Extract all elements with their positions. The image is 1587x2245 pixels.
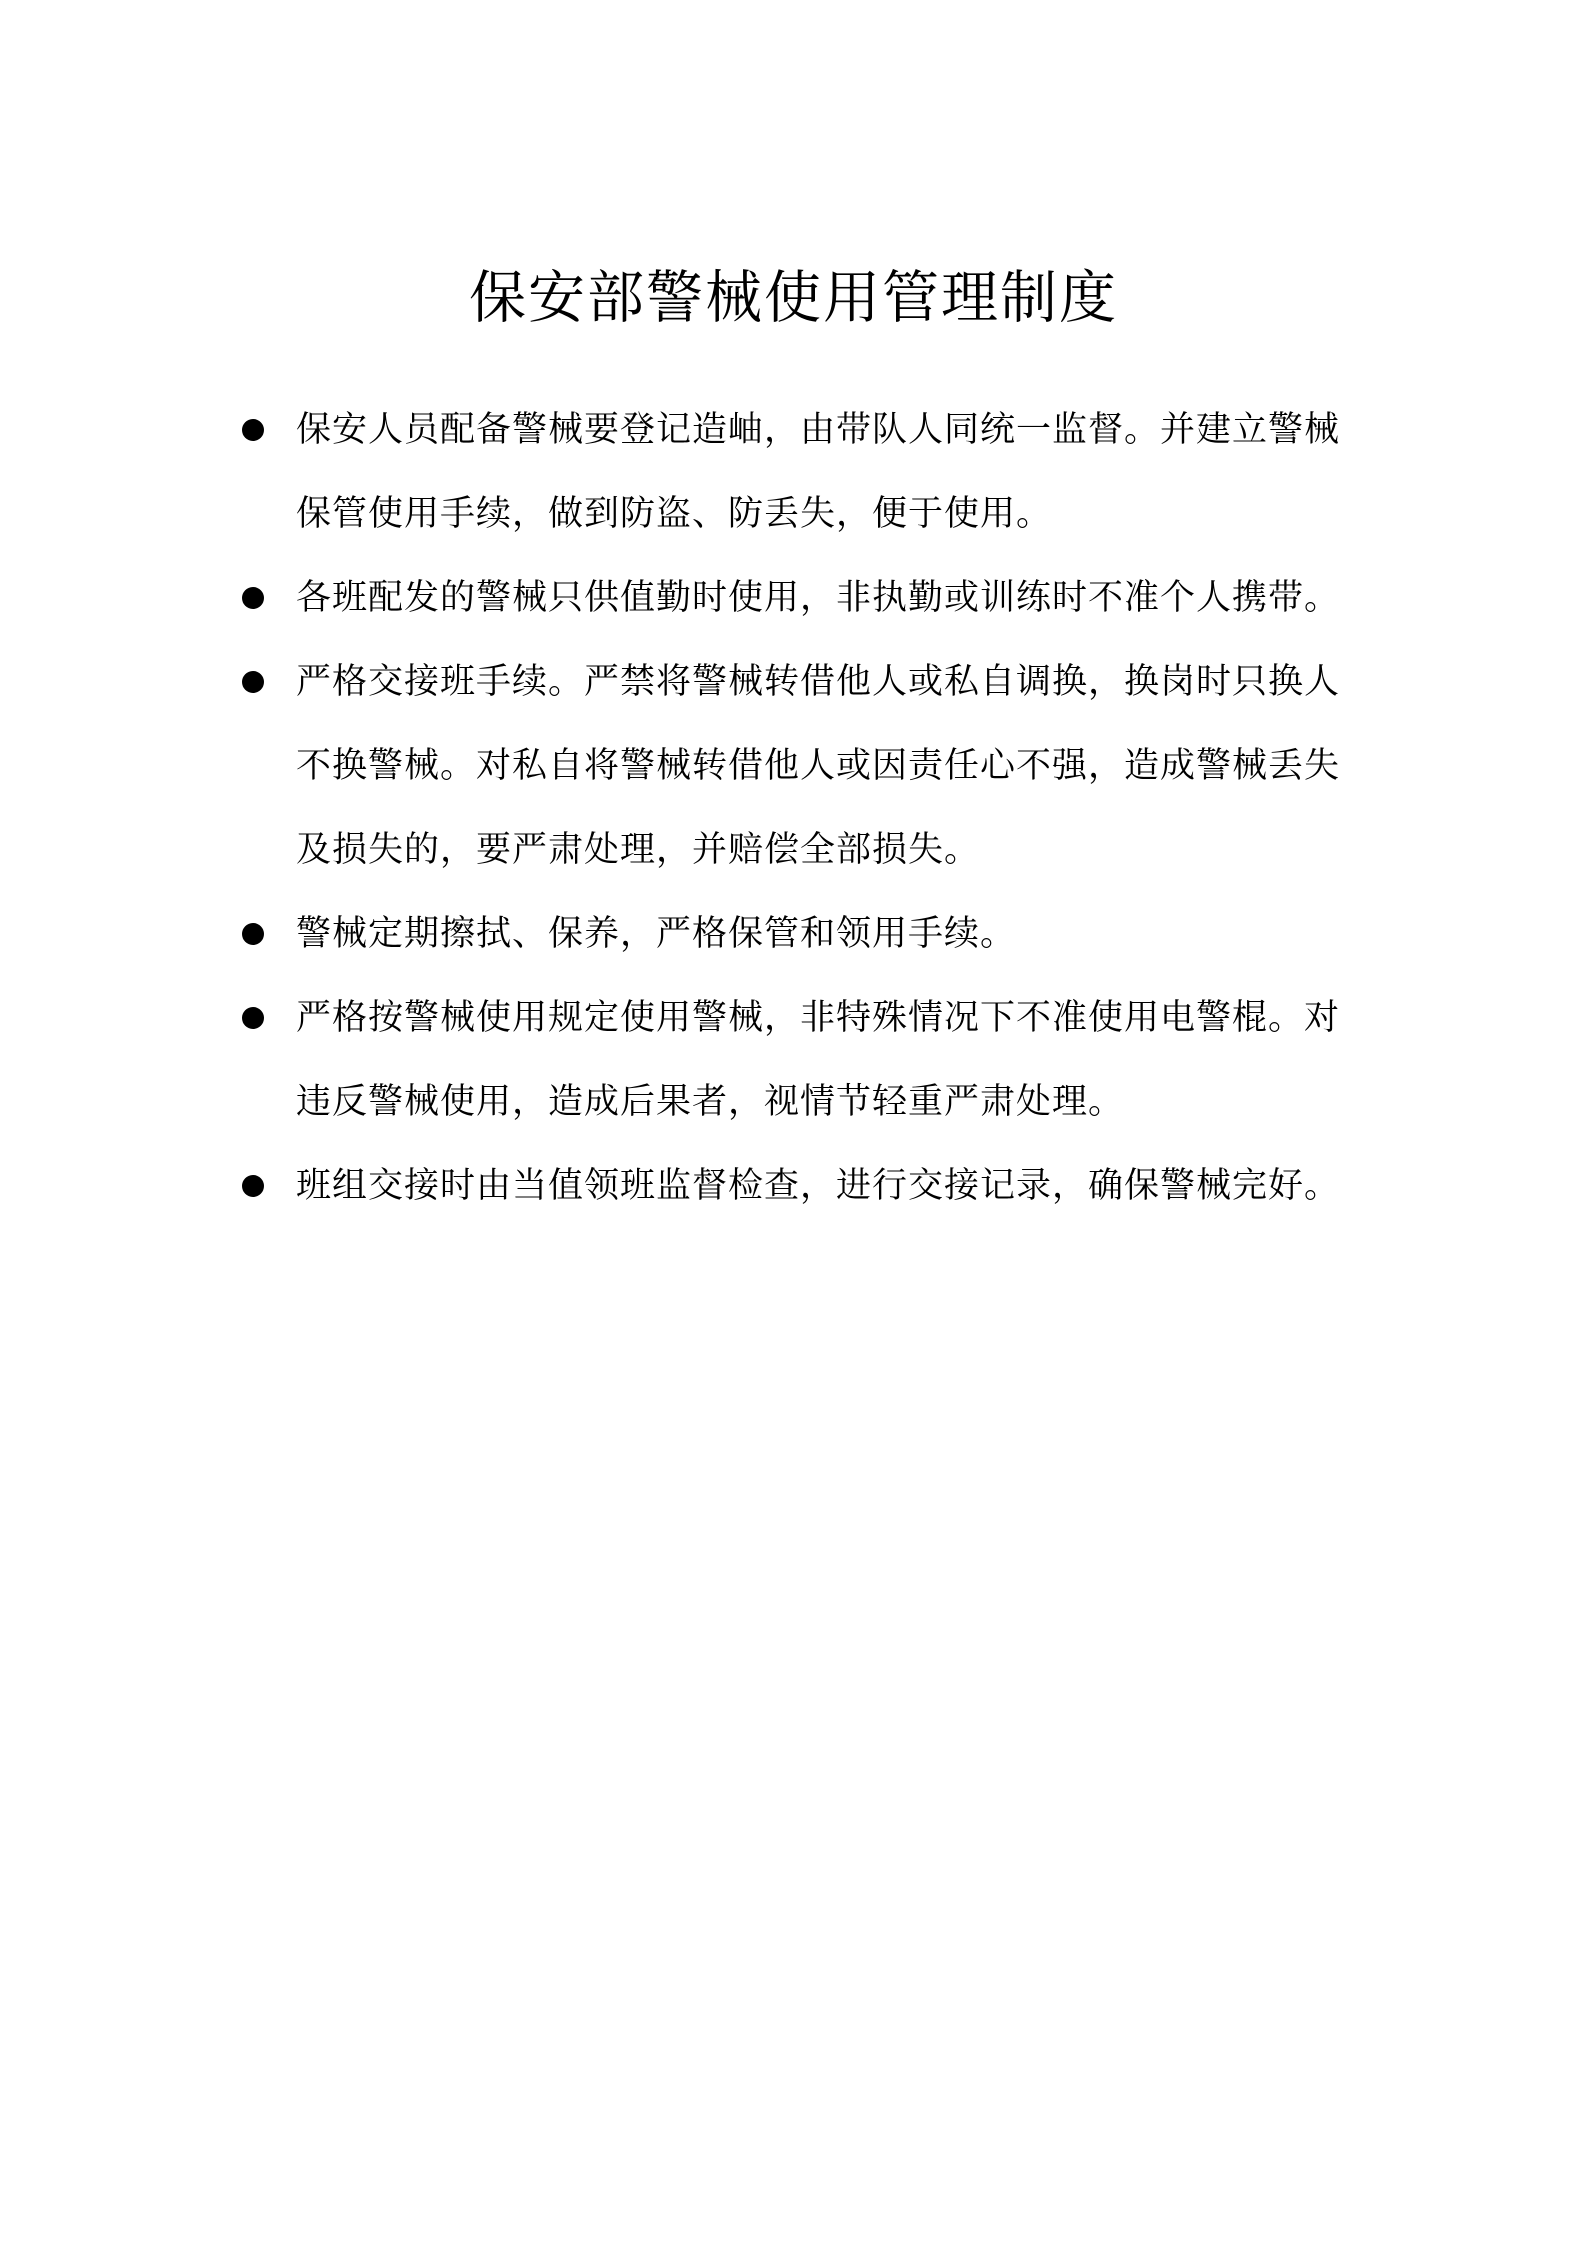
rule-item <box>296 556 1356 640</box>
rule-item <box>296 892 1356 976</box>
bullet-icon <box>242 671 264 693</box>
rule-item <box>296 1144 1356 1228</box>
bullet-icon <box>242 587 264 609</box>
rule-text: 保安人员配备警械要登记造岫，由带队人同统一监督。并建立警械保管使用手续，做到防盗、防丢失，便于使用。 <box>296 410 1341 534</box>
rule-text: 严格交接班手续。严禁将警械转借他人或私自调换，换岗时只换人不换警械。对私自将警械转借他人或因责任心不强，造成警械丢失及损失的，要严肃处理，并赔偿全部损失。 <box>296 662 1341 870</box>
rules-list <box>0 388 1587 1228</box>
rule-text: 严格按警械使用规定使用警械，非特殊情况下不准使用电警棍。对违反警械使用，造成后果者，视情节轻重严肃处理。 <box>296 998 1341 1122</box>
rule-item <box>296 388 1356 556</box>
bullet-icon <box>242 1175 264 1197</box>
rule-item <box>296 976 1356 1144</box>
rule-text: 各班配发的警械只供值勤时使用，非执勤或训练时不准个人携带。 <box>296 578 1341 618</box>
rule-text: 班组交接时由当值领班监督检查，进行交接记录，确保警械完好。 <box>296 1166 1341 1206</box>
bullet-icon <box>242 419 264 441</box>
bullet-icon <box>242 1007 264 1029</box>
bullet-icon <box>242 923 264 945</box>
rule-item <box>296 640 1356 892</box>
rule-text: 警械定期擦拭、保养，严格保管和领用手续。 <box>296 914 1017 954</box>
document-title: 保安部警械使用管理制度 <box>469 265 1118 331</box>
